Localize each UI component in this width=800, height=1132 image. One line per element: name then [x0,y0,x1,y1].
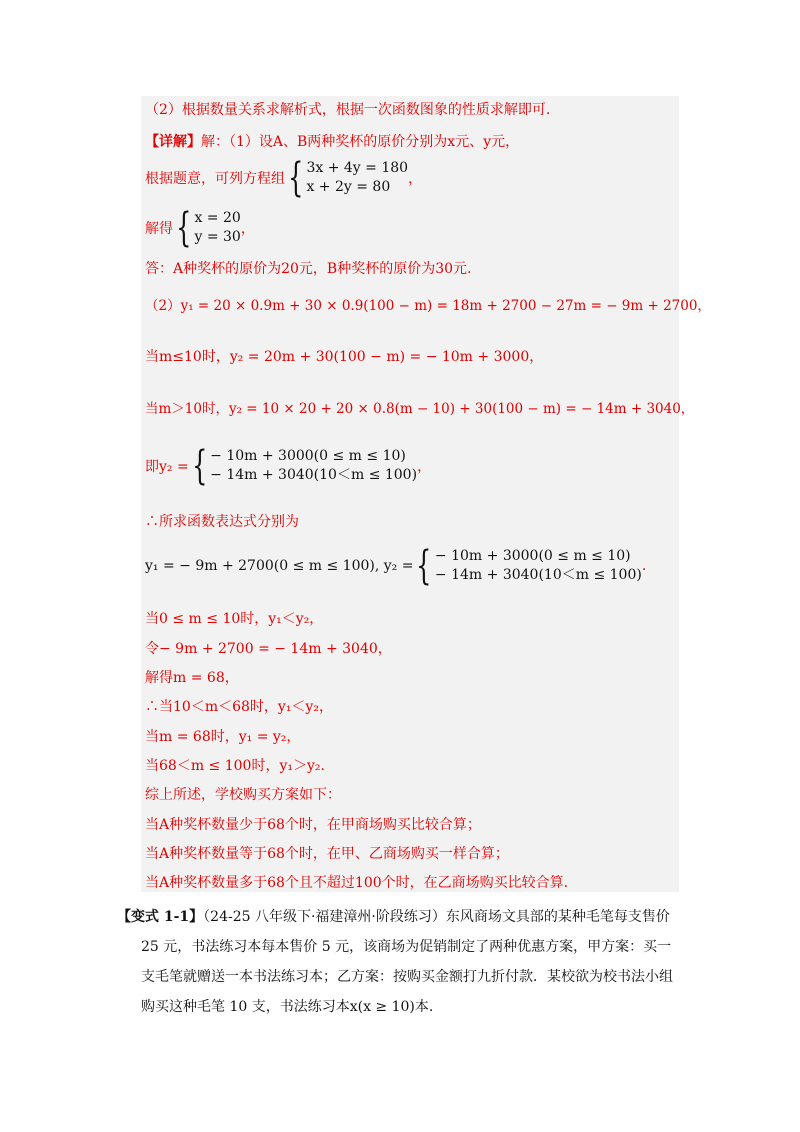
left-brace-icon: { [416,543,432,589]
answer-line: 答：A种奖杯的原价为20元，B种奖杯的原价为30元. [145,261,472,277]
piecewise1-suffix: ， [417,459,432,475]
piecewise2-row1: − 10m + 3000(0 ≤ m ≤ 10) [434,548,631,564]
left-brace-icon: { [191,443,208,489]
system1-row2: x + 2y = 80 [306,179,391,195]
system2-prefix: 解得 [145,221,173,237]
summary-line: 综上所述，学校购买方案如下： [145,787,341,803]
detail-intro [145,133,519,151]
piecewise2-row2: − 14m + 3040(10＜m ≤ 100) [434,567,642,583]
piecewise2-prefix: y₁ = − 9m + 2700(0 ≤ m ≤ 100), y₂ = [145,558,414,574]
system1-suffix: ， [408,171,423,187]
piecewise-system-2 [145,543,647,589]
equation-system-1 [145,155,423,201]
system1-row1: 3x + 4y = 180 [306,160,409,176]
system1-prefix: 根据题意，可列方程组 [145,171,285,187]
piecewise2-suffix: . [641,558,647,574]
compare-line-3: 解得m = 68， [145,670,239,686]
piecewise1-row1: − 10m + 3000(0 ≤ m ≤ 10) [210,448,406,464]
compare-line-5: 当m = 68时，y₁ = y₂， [145,729,301,745]
summary-case-1: 当A种奖杯数量少于68个时，在甲商场购买比较合算； [145,817,481,833]
conclusion-intro: ∴所求函数表达式分别为 [145,514,299,530]
compare-line-4: ∴当10＜m＜68时，y₁＜y₂， [145,699,333,715]
piecewise-system-1 [145,443,432,489]
y2-case-2: 当m＞10时，y₂ = 10 × 20 + 20 × 0.8(m − 10) + 30(100 − m) = − 14m + 3040， [145,401,695,417]
summary-case-3: 当A种奖杯数量多于68个且不超过100个时，在乙商场购买比较合算. [145,875,569,891]
hint-line: （2）根据数量关系求解析式，根据一次函数图象的性质求解即可. [145,102,551,118]
system2-row2: y = 30 [194,229,241,245]
equation-system-2 [145,205,255,251]
summary-case-2: 当A种奖杯数量等于68个时，在甲、乙商场购买一样合算； [145,846,509,862]
left-brace-icon: { [288,155,304,201]
variant-line-1 [117,902,677,932]
detail-text: 解：（1）设A、B两种奖杯的原价分别为x元、y元， [201,134,520,150]
variant-tag: 【变式 1-1】 [117,909,204,925]
variant-line-1-text: （24-25 八年级下·福建漳州·阶段练习）东风商场文具部的某种毛笔每支售价 [203,909,670,925]
y1-derivation: （2）y₁ = 20 × 0.9m + 30 × 0.9(100 − m) = 18m + 2700 − 27m = − 9m + 2700， [145,298,711,314]
compare-line-6: 当68＜m ≤ 100时，y₁＞y₂. [145,758,325,774]
system2-suffix: ， [240,221,255,237]
compare-line-2: 令− 9m + 2700 = − 14m + 3040， [145,641,392,657]
variant-line-2: 25 元，书法练习本每本售价 5 元，该商场为促销制定了两种优惠方案，甲方案：买一 [141,939,672,955]
left-brace-icon: { [176,205,192,251]
piecewise1-prefix: 即y₂ = [145,459,189,475]
variant-line-3: 支毛笔就赠送一本书法练习本；乙方案：按购买金额打九折付款．某校欲为校书法小组 [141,969,673,985]
y2-case-1: 当m≤10时，y₂ = 20m + 30(100 − m) = − 10m + 3000， [145,349,544,365]
variant-problem [117,902,677,1022]
variant-line-4: 购买这种毛笔 10 支，书法练习本x(x ≥ 10)本. [141,999,434,1015]
detail-tag: 【详解】 [145,134,201,150]
compare-line-1: 当0 ≤ m ≤ 10时，y₁＜y₂， [145,611,324,627]
piecewise1-row2: − 14m + 3040(10＜m ≤ 100) [210,467,418,483]
system2-row1: x = 20 [194,210,241,226]
